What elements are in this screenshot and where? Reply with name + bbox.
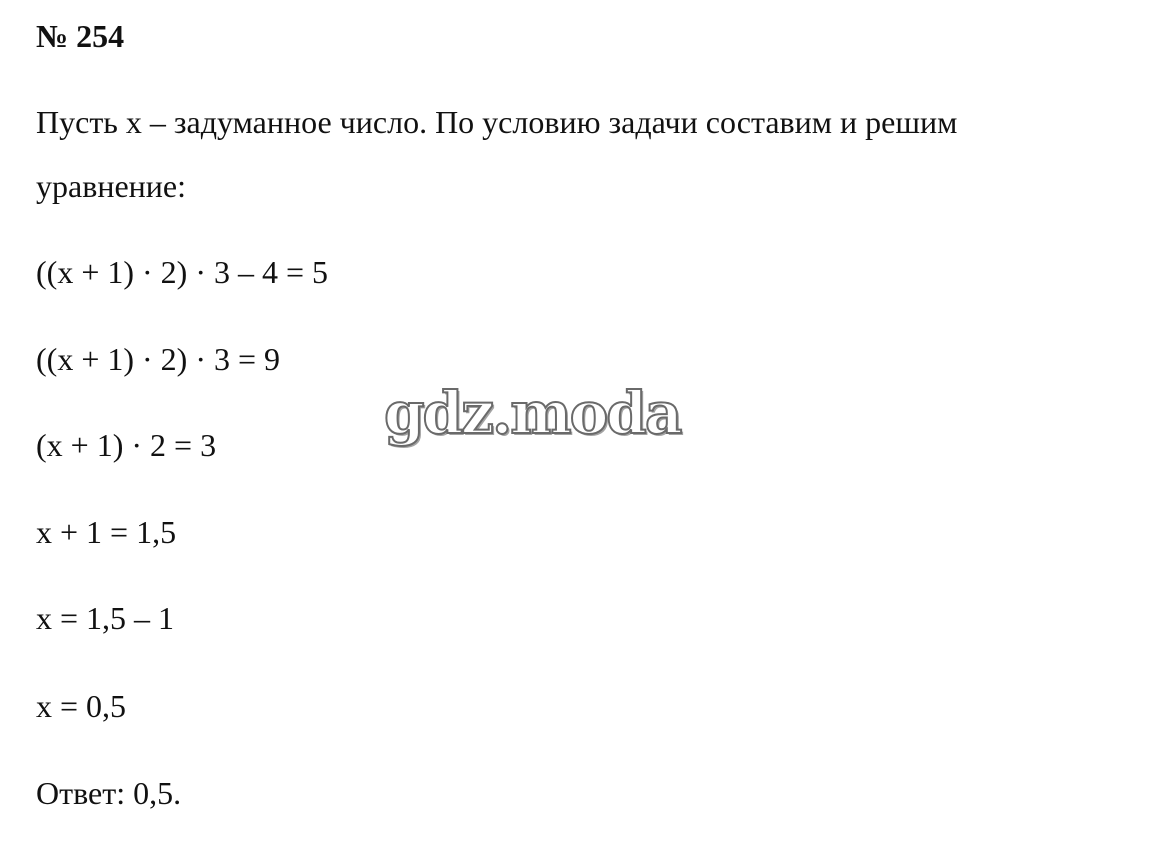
intro-text-line-2: уравнение: xyxy=(36,168,186,204)
equation-step-3: (х + 1) · 2 = 3 xyxy=(36,427,217,463)
equation-step-5: х = 1,5 – 1 xyxy=(36,600,175,636)
problem-number: № 254 xyxy=(36,18,125,54)
watermark-logo: gdz.moda xyxy=(384,379,681,447)
equation-step-6: х = 0,5 xyxy=(36,688,127,724)
equation-step-4: х + 1 = 1,5 xyxy=(36,514,177,550)
equation-step-1: ((х + 1) · 2) · 3 – 4 = 5 xyxy=(36,254,329,290)
intro-text-line-1: Пусть х – задуманное число. По условию задачи составим и решим xyxy=(36,104,958,140)
answer-text: Ответ: 0,5. xyxy=(36,775,182,811)
equation-step-2: ((х + 1) · 2) · 3 = 9 xyxy=(36,341,281,377)
